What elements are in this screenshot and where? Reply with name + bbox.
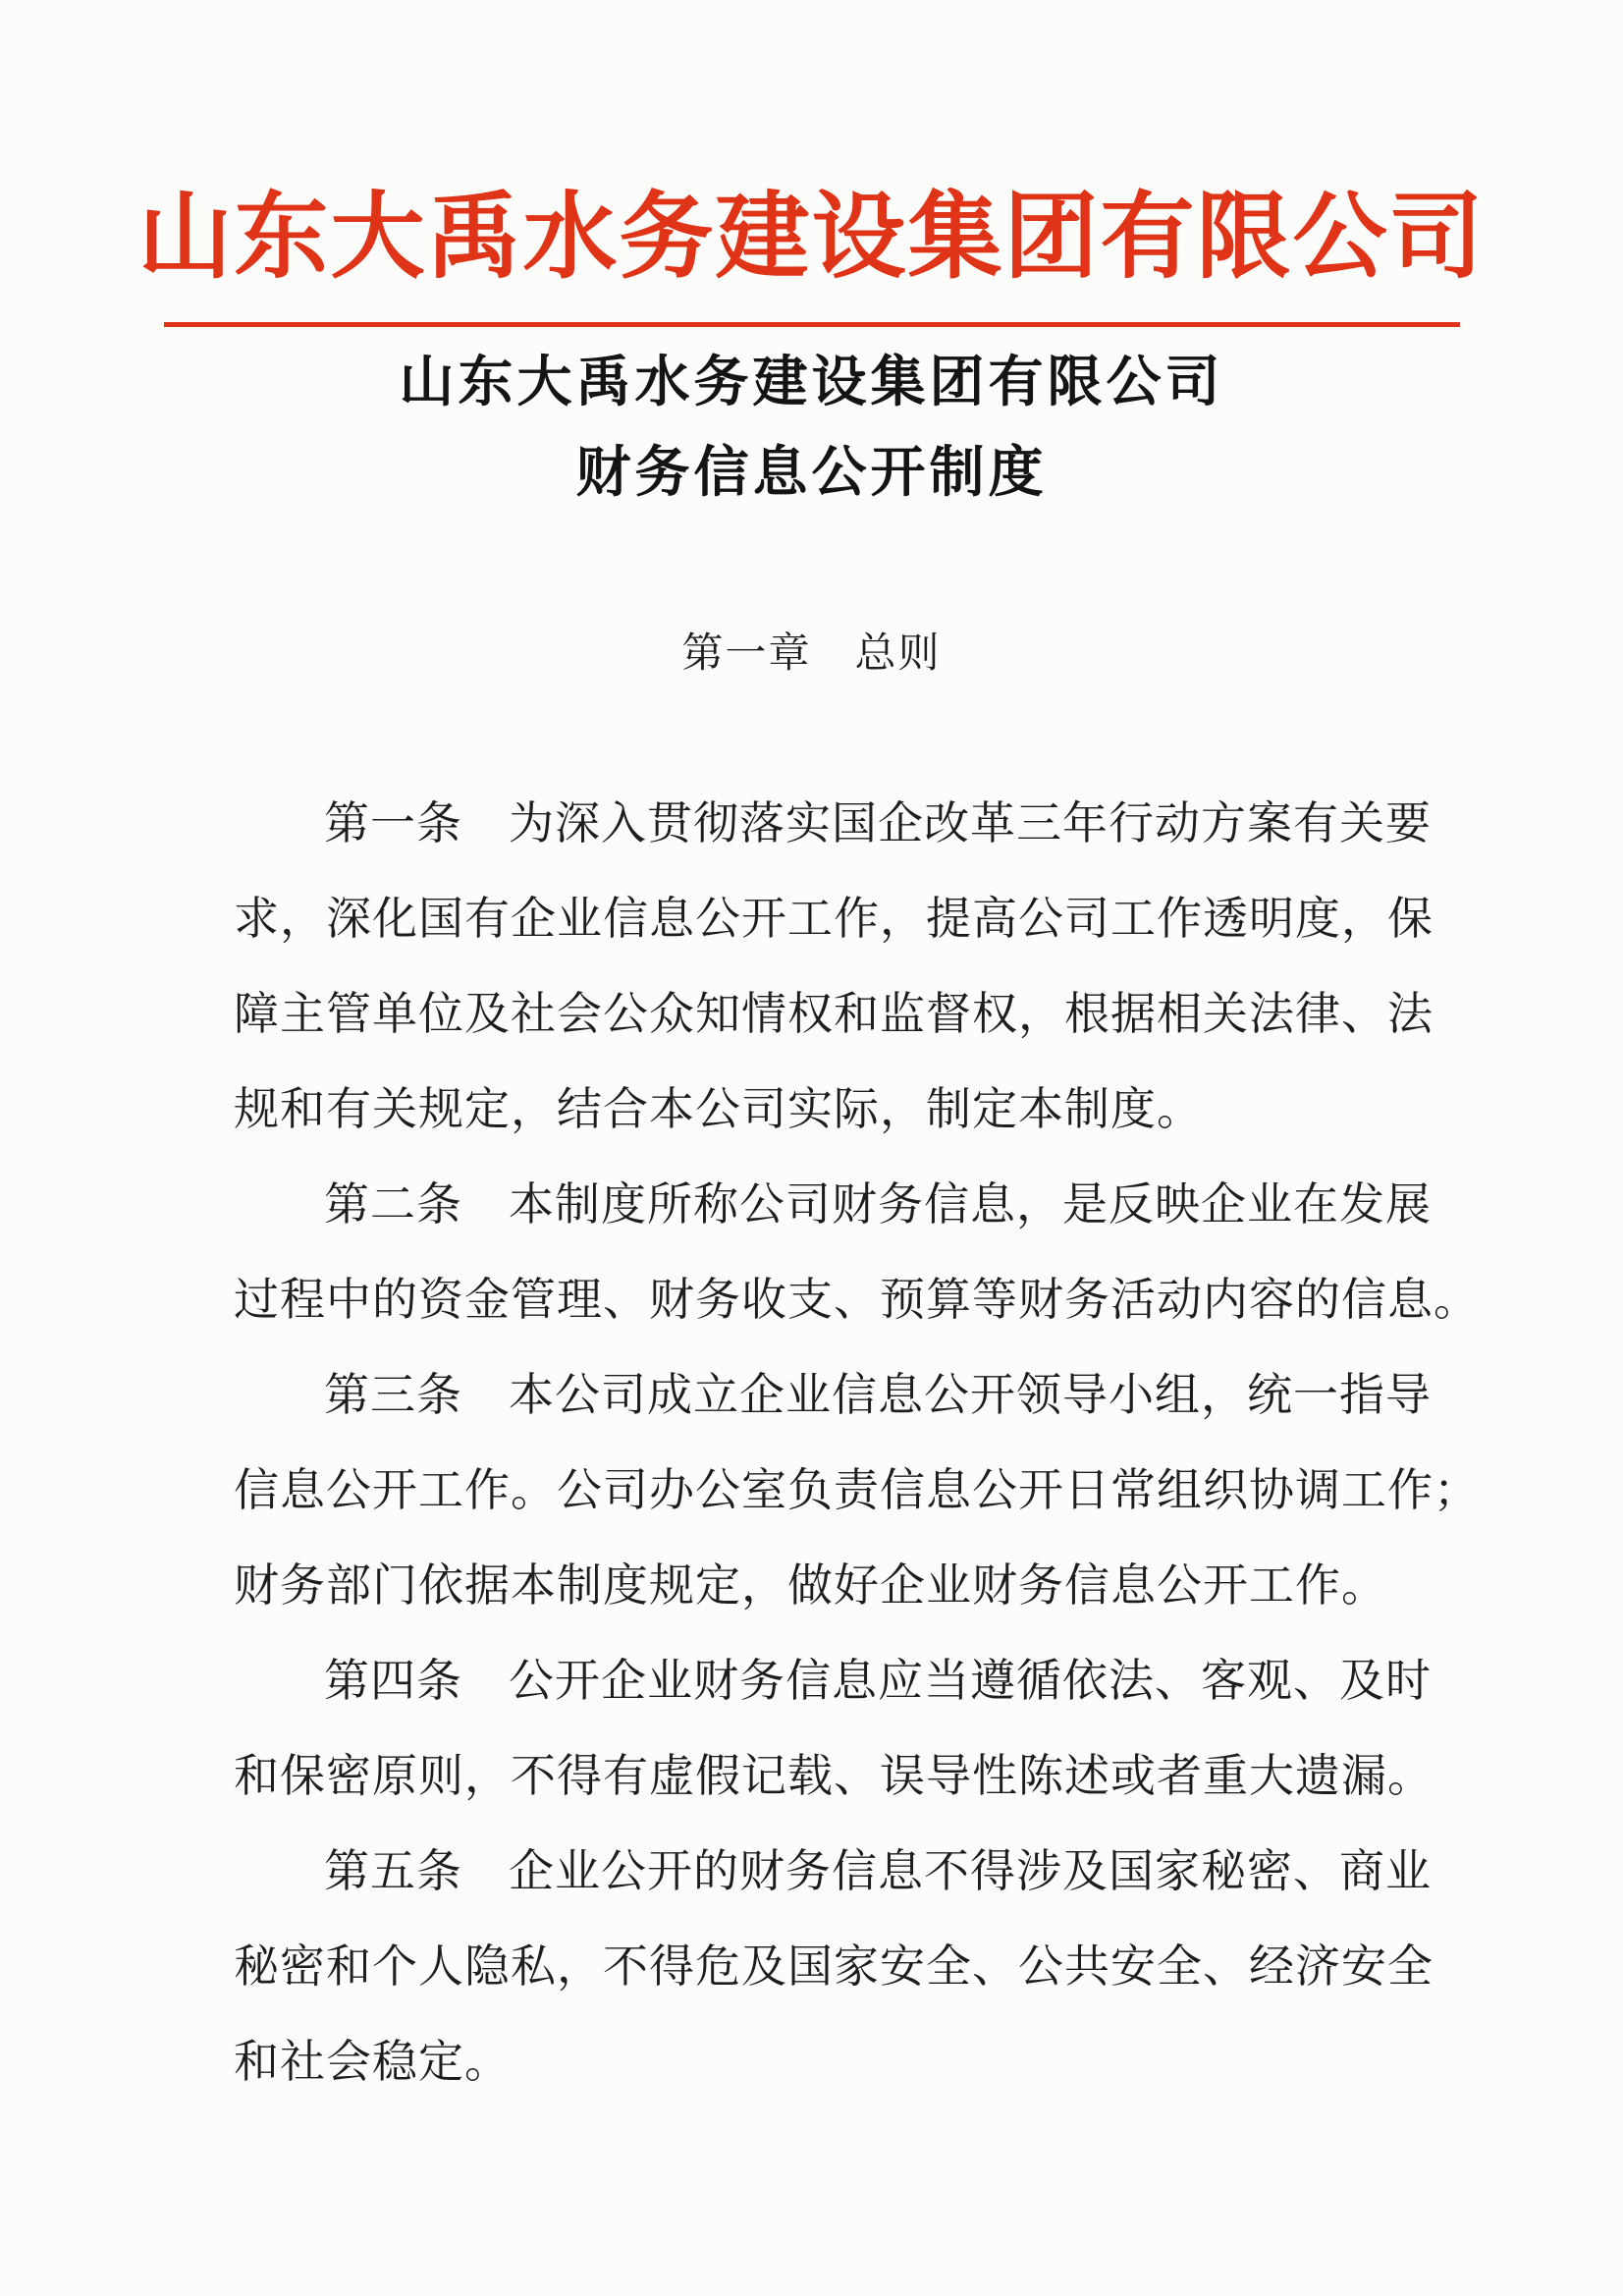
article-5-line-1: 第五条 企业公开的财务信息不得涉及国家秘密、商业: [324, 1846, 1432, 1896]
article-4: [234, 1633, 1434, 1824]
document-body: [234, 776, 1480, 2109]
article-3-line-1: 第三条 本公司成立企业信息公开领导小组，统一指导: [324, 1370, 1432, 1420]
article-5: [234, 1824, 1434, 2109]
article-1-line-1: 第一条 为深入贯彻落实国企改革三年行动方案有关要: [324, 798, 1432, 848]
article-4-line-1: 第四条 公开企业财务信息应当遵循依法、客观、及时: [324, 1656, 1432, 1706]
article-1-line-3: 障主管单位及社会公众知情权和监督权，根据相关法律、法: [234, 989, 1434, 1039]
article-3-line-2: 信息公开工作。公司办公室负责信息公开日常组织协调工作；: [234, 1465, 1480, 1515]
document-title-subject: 财务信息公开制度: [575, 443, 1048, 504]
article-5-line-2: 秘密和个人隐私，不得危及国家安全、公共安全、经济安全: [234, 1941, 1434, 1992]
article-2: [234, 1157, 1480, 1347]
chapter-heading: 第一章 总则: [681, 631, 942, 677]
letterhead-rule: [164, 322, 1460, 327]
article-1-line-2: 求，深化国有企业信息公开工作，提高公司工作透明度，保: [234, 894, 1434, 944]
document-title-company: 山东大禹水务建设集团有限公司: [399, 353, 1224, 413]
letterhead-company-name: 山东大禹水务建设集团有限公司: [137, 185, 1486, 290]
article-2-line-1: 第二条 本制度所称公司财务信息，是反映企业在发展: [324, 1179, 1432, 1230]
article-1-line-4: 规和有关规定，结合本公司实际，制定本制度。: [234, 1084, 1203, 1134]
article-4-line-2: 和保密原则，不得有虚假记载、误导性陈述或者重大遗漏。: [234, 1751, 1434, 1801]
article-5-line-3: 和社会稳定。: [234, 2037, 511, 2087]
article-3-line-3: 财务部门依据本制度规定，做好企业财务信息公开工作。: [234, 1560, 1387, 1611]
article-2-line-2: 过程中的资金管理、财务收支、预算等财务活动内容的信息。: [234, 1275, 1480, 1325]
article-3: [234, 1347, 1480, 1633]
article-1: [234, 776, 1434, 1157]
